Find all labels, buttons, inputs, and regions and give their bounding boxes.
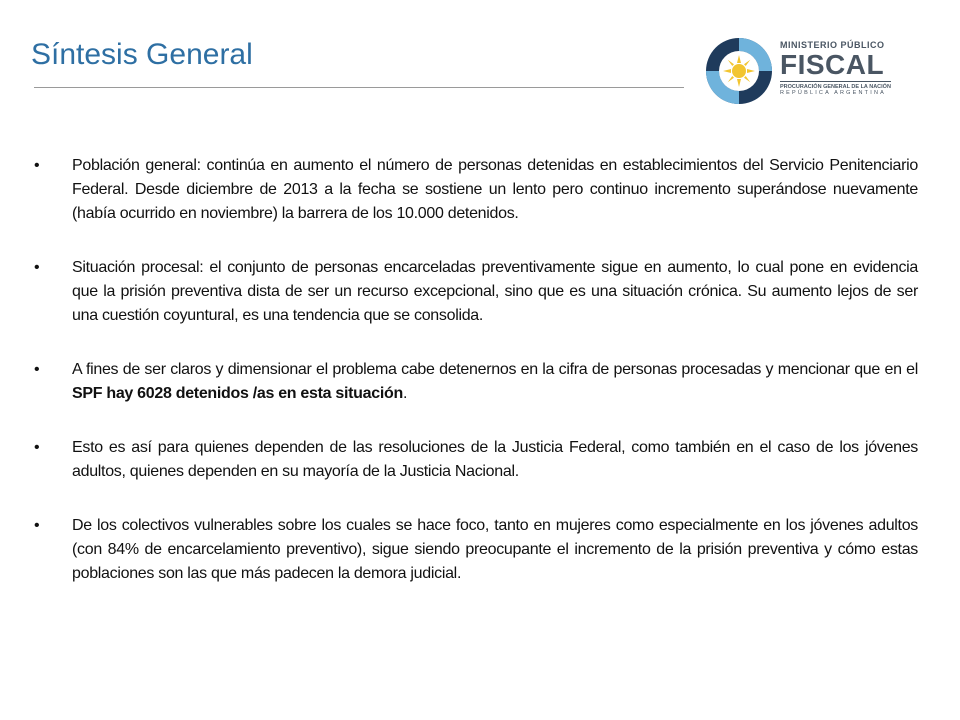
- bullet-dot: •: [34, 157, 40, 174]
- bullet-dot: •: [34, 439, 40, 456]
- bullet-text: Esto es así para quienes dependen de las resoluciones de la Justicia Federal, como también en el caso de los jóvenes adultos, quienes dependen en su mayoría de la Justicia Nacional.: [72, 439, 918, 480]
- bullet-dot: •: [34, 517, 40, 534]
- title-divider: [34, 87, 684, 88]
- bullet-text: Población general: continúa en aumento el número de personas detenidas en establecimientos del Servicio Penitenciario Federal. Desde diciembre de 2013 a la fecha se sostiene un lento pero continuo incremento superándose nuevamente (había ocurrido en noviembre) la barrera de los 10.000 detenidos.: [72, 157, 918, 222]
- bullet-text: De los colectivos vulnerables sobre los cuales se hace foco, tanto en mujeres como especialmente en los jóvenes adultos (con 84% de encarcelamiento preventivo), sigue siendo preocupante el incremento de la prisión preventiva y cómo estas poblaciones son las que más padecen la demora judicial.: [72, 517, 918, 582]
- bullet-situacion-procesal: [34, 256, 918, 328]
- logo-line-fiscal: FISCAL: [780, 49, 885, 80]
- bullet-text: Situación procesal: el conjunto de personas encarceladas preventivamente sigue en aumento, lo cual pone en evidencia que la prisión preventiva dista de ser un recurso excepcional, sino que es una situación crónica. Su aumento lejos de ser una cuestión coyuntural, es una tendencia que se consolida.: [72, 259, 918, 324]
- bullet-text: A fines de ser claros y dimensionar el problema cabe detenernos en la cifra de personas procesadas y mencionar que en el: [72, 361, 918, 378]
- bullet-colectivos-vulnerables: [34, 514, 918, 586]
- bullet-poblacion-general: [34, 154, 918, 226]
- bullet-dot: •: [34, 259, 40, 276]
- page-title: Síntesis General: [31, 38, 253, 71]
- logo-emblem-icon: [704, 36, 774, 106]
- summary-bullet-list: [34, 154, 918, 616]
- logo-line-republica: REPÚBLICA ARGENTINA: [780, 90, 886, 96]
- logo-line-ministerio: MINISTERIO PÚBLICO: [780, 40, 885, 50]
- bullet-justicia-federal: [34, 436, 918, 484]
- bullet-dot: •: [34, 361, 40, 378]
- logo-wordmark: [780, 40, 891, 96]
- logo-line-procuracion: PROCURACIÓN GENERAL DE LA NACIÓN: [780, 81, 891, 90]
- bullet-text-end: .: [402, 385, 408, 402]
- bullet-bold-highlight: SPF hay 6028 detenidos /as en esta situación: [72, 385, 403, 402]
- ministerio-publico-fiscal-logo: [704, 36, 904, 108]
- bullet-cifra-procesados: [34, 358, 918, 406]
